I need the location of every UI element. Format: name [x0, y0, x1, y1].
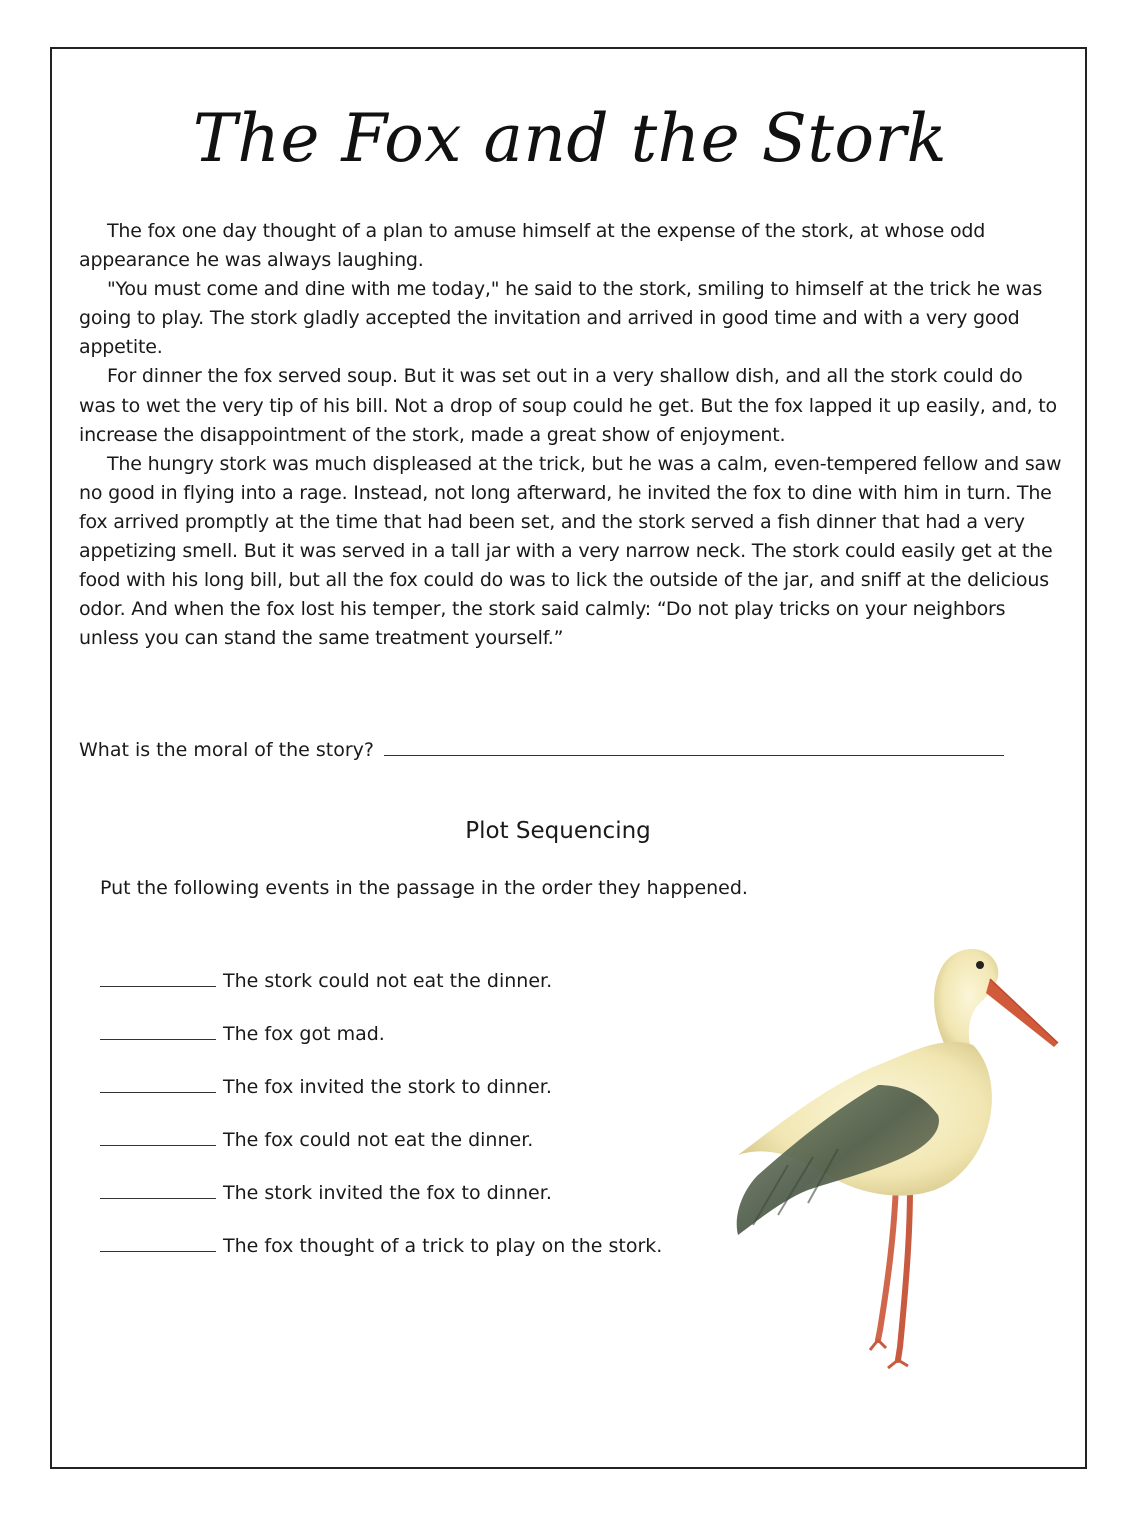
event-text: The fox thought of a trick to play on the stork. [223, 1235, 663, 1257]
list-item [100, 970, 662, 1023]
moral-question [79, 737, 1004, 761]
moral-question-label: What is the moral of the story? [79, 739, 374, 761]
story-paragraph: For dinner the fox served soup. But it was set out in a very shallow dish, and all the stork could do was to wet the very tip of his bill. Not a drop of soup could he get. But the fox lapped it up easily, and, to increase the disappointment of the stork, made a great show of enjoyment. [79, 365, 1057, 446]
event-list [100, 970, 662, 1288]
moral-answer-line[interactable] [384, 737, 1004, 756]
stork-illustration [728, 935, 1068, 1375]
event-text: The stork could not eat the dinner. [223, 970, 553, 992]
event-text: The stork invited the fox to dinner. [223, 1182, 552, 1204]
story-paragraph: The hungry stork was much displeased at the trick, but he was a calm, even-tempered fellow and saw no good in flying into a rage. Instead, not long afterward, he invited the fox to dine with him in turn. The fox arrived promptly at the time that had been set, and the stork served a fish dinner that had a very appetizing smell. But it was served in a tall jar with a very narrow neck. The stork could easily get at the food with his long bill, but all the fox could do was to lick the outside of the jar, and sniff at the delicious odor. And when the fox lost his temper, the stork said calmly: “Do not play tricks on your neighbors unless you can stand the same treatment yourself.” [79, 452, 1062, 650]
order-answer-line[interactable] [100, 1076, 216, 1093]
story-text [79, 217, 1064, 653]
order-answer-line[interactable] [100, 970, 216, 987]
event-text: The fox invited the stork to dinner. [223, 1076, 552, 1098]
list-item [100, 1023, 662, 1076]
order-answer-line[interactable] [100, 1023, 216, 1040]
event-text: The fox could not eat the dinner. [223, 1129, 534, 1151]
order-answer-line[interactable] [100, 1235, 216, 1252]
list-item [100, 1129, 662, 1182]
list-item [100, 1076, 662, 1129]
event-text: The fox got mad. [223, 1023, 385, 1045]
order-answer-line[interactable] [100, 1182, 216, 1199]
plot-instructions: Put the following events in the passage in the order they happened. [100, 877, 748, 899]
page-title: The Fox and the Stork [192, 100, 948, 177]
story-paragraph: The fox one day thought of a plan to amuse himself at the expense of the stork, at whose odd appearance he was always laughing. [79, 220, 986, 272]
list-item [100, 1182, 662, 1235]
list-item [100, 1235, 662, 1288]
plot-sequencing-heading: Plot Sequencing [465, 818, 651, 844]
story-paragraph: "You must come and dine with me today," he said to the stork, smiling to himself at the trick he was going to play. The stork gladly accepted the invitation and arrived in good time and with a very good appetite. [79, 278, 1043, 359]
order-answer-line[interactable] [100, 1129, 216, 1146]
